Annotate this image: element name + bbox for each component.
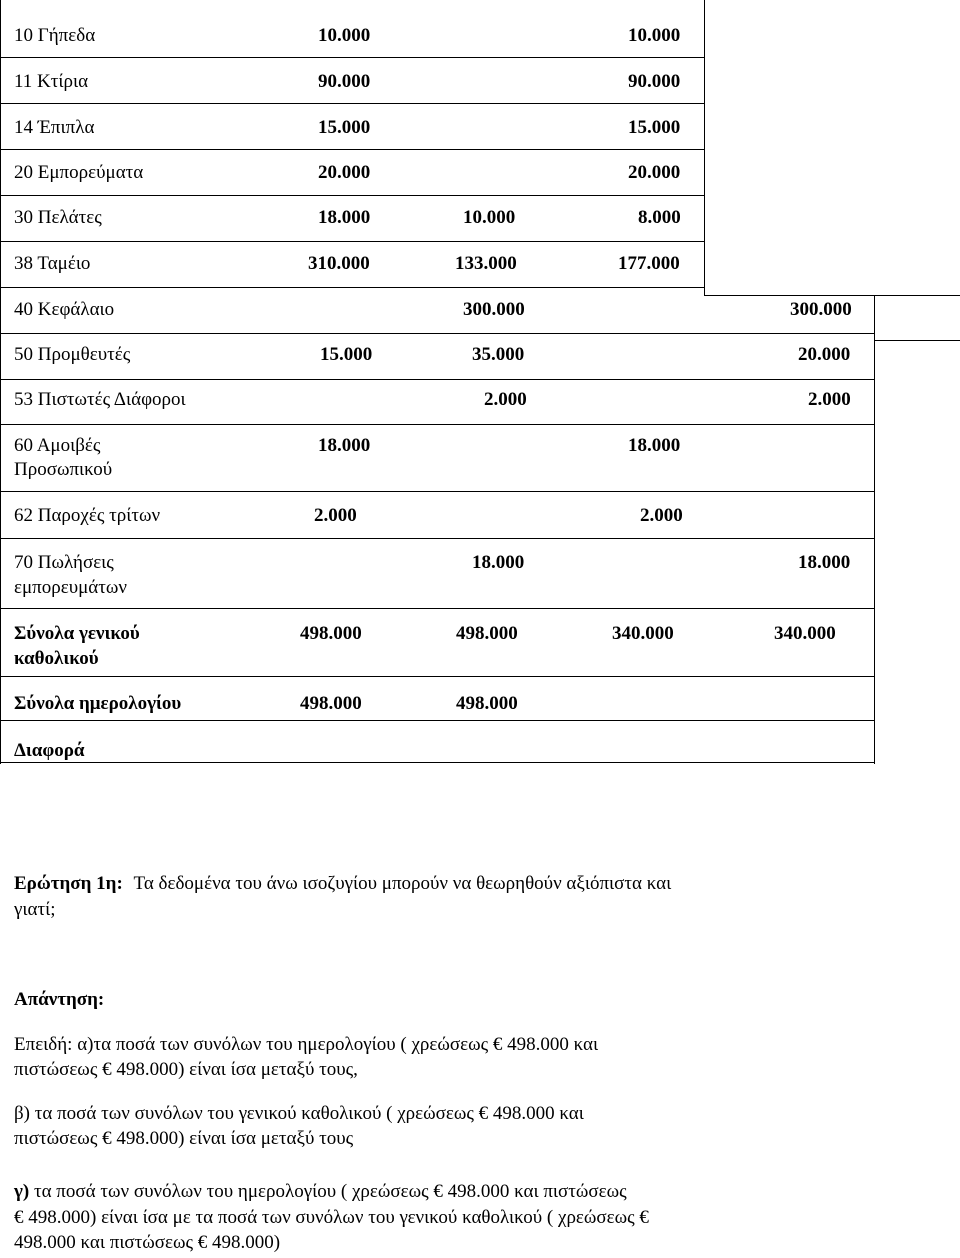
credit-ledger: 498.000 [456, 693, 518, 714]
account-label-cont: εμπορευμάτων [14, 577, 127, 598]
debit-balance: 8.000 [638, 207, 681, 228]
account-label: 38 Ταμέιο [14, 253, 91, 274]
credit-ledger: 498.000 [456, 623, 518, 644]
credit-ledger: 35.000 [472, 344, 525, 365]
debit-ledger: 18.000 [318, 207, 371, 228]
debit-balance: 15.000 [628, 117, 681, 138]
credit-ledger: 300.000 [463, 299, 525, 320]
account-label: 40 Κεφάλαιο [14, 299, 115, 320]
total-ledger-label: Σύνολα γενικού [14, 623, 140, 644]
account-label: 50 Προμθευτές [14, 344, 131, 365]
credit-balance: 300.000 [790, 299, 852, 320]
debit-balance: 340.000 [612, 623, 674, 644]
debit-ledger: 310.000 [308, 253, 370, 274]
account-label: 53 Πιστωτές Διάφοροι [14, 389, 186, 410]
account-label: 20 Εμπορεύματα [14, 162, 144, 183]
debit-balance: 177.000 [618, 253, 680, 274]
answer-c-line: 498.000 και πιστώσεως € 498.000) [14, 1232, 281, 1253]
credit-balance: 340.000 [774, 623, 836, 644]
debit-ledger: 498.000 [300, 693, 362, 714]
answer-c-text: τα ποσά των συνόλων του ημερολογίου ( χρεώσεως € 498.000 και πιστώσεως [29, 1181, 627, 1202]
answer-c-line: € 498.000) είναι ίσα με τα ποσά των συνόλων του γενικού καθολικού ( χρεώσεως € [14, 1207, 649, 1228]
debit-ledger: 18.000 [318, 435, 371, 456]
question-text: Τα δεδομένα του άνω ισοζυγίου μπορούν να θεωρηθούν αξιόπιστα και [133, 873, 672, 894]
credit-balance: 2.000 [808, 389, 851, 410]
credit-ledger: 18.000 [472, 552, 525, 573]
answer-b-line: πιστώσεως € 498.000) είναι ίσα μεταξύ τους [14, 1128, 354, 1149]
question-line [14, 872, 671, 896]
account-label: 30 Πελάτες [14, 207, 102, 228]
debit-ledger: 20.000 [318, 162, 371, 183]
answer-b-text: τα ποσά των συνόλων του γενικού καθολικού ( χρεώσεως € 498.000 και [30, 1103, 584, 1124]
account-label: 60 Αμοιβές [14, 435, 101, 456]
debit-ledger: 15.000 [318, 117, 371, 138]
debit-balance: 20.000 [628, 162, 681, 183]
question-title: Ερώτηση 1η: [14, 873, 123, 894]
account-label: 70 Πωλήσεις [14, 552, 114, 573]
answer-c-line [14, 1180, 627, 1204]
answer-c-label: γ) [14, 1181, 30, 1202]
debit-ledger: 2.000 [314, 505, 357, 526]
answer-a-line: Επειδή: α)τα ποσά των συνόλων του ημερολογίου ( χρεώσεως € 498.000 και [14, 1034, 599, 1055]
answer-title: Απάντηση: [14, 989, 105, 1010]
credit-balance: 18.000 [798, 552, 851, 573]
answer-b-line [14, 1102, 584, 1126]
debit-balance: 90.000 [628, 71, 681, 92]
account-label-cont: Προσωπικού [14, 459, 113, 480]
total-journal-label: Σύνολα ημερολογίου [14, 693, 182, 714]
difference-label: Διαφορά [14, 740, 85, 761]
credit-ledger: 133.000 [455, 253, 517, 274]
debit-ledger: 10.000 [318, 25, 371, 46]
answer-b-label: β) [14, 1103, 30, 1124]
account-label: 14 Έπιπλα [14, 117, 95, 138]
total-ledger-label-cont: καθολικού [14, 648, 99, 669]
credit-ledger: 2.000 [484, 389, 527, 410]
debit-balance: 18.000 [628, 435, 681, 456]
account-label: 11 Κτίρια [14, 71, 89, 92]
debit-ledger: 90.000 [318, 71, 371, 92]
debit-ledger: 15.000 [320, 344, 373, 365]
credit-balance: 20.000 [798, 344, 851, 365]
question-text-cont: γιατί; [14, 899, 56, 920]
debit-balance: 2.000 [640, 505, 683, 526]
answer-a-line: πιστώσεως € 498.000) είναι ίσα μεταξύ τους, [14, 1059, 358, 1080]
account-label: 62 Παροχές τρίτων [14, 505, 161, 526]
credit-ledger: 10.000 [463, 207, 516, 228]
debit-ledger: 498.000 [300, 623, 362, 644]
debit-balance: 10.000 [628, 25, 681, 46]
account-label: 10 Γήπεδα [14, 25, 96, 46]
